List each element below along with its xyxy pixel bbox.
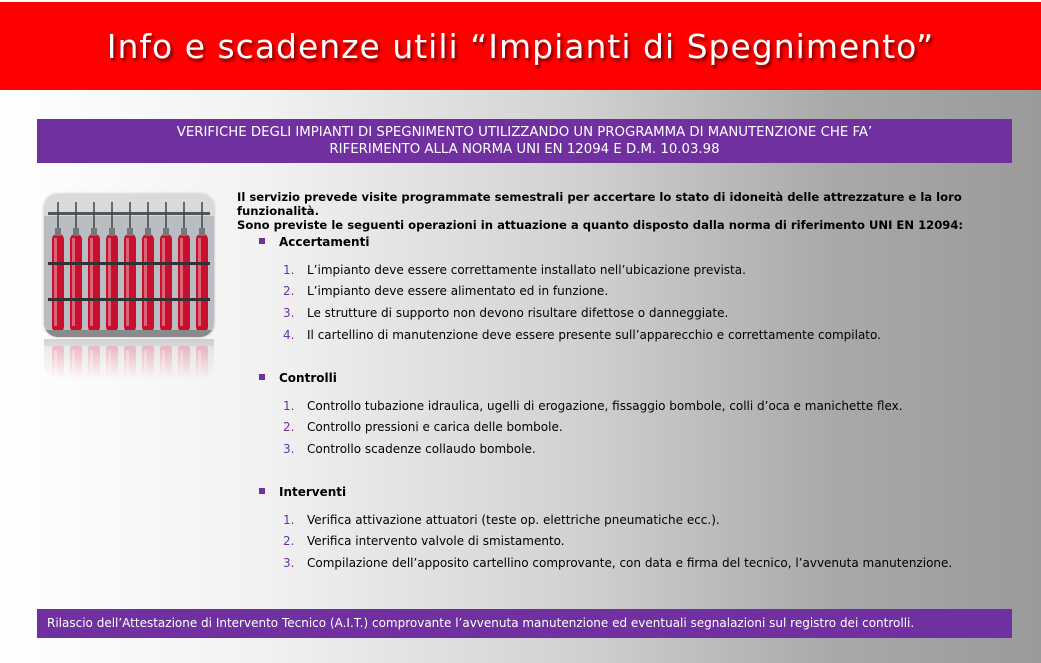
section-accertamenti bbox=[259, 235, 881, 342]
cylinder-valve bbox=[91, 228, 97, 236]
cylinder-body bbox=[196, 234, 208, 332]
fire-cylinders-illustration bbox=[44, 194, 214, 337]
cylinder-body bbox=[70, 234, 82, 332]
cylinder-body bbox=[160, 234, 172, 332]
footer-banner bbox=[37, 609, 1012, 638]
cylinder-valve bbox=[127, 228, 133, 236]
main-content bbox=[237, 190, 1017, 570]
cylinder-highlight bbox=[180, 350, 183, 379]
list-item bbox=[283, 263, 746, 277]
rack-bar bbox=[48, 262, 210, 265]
floor bbox=[44, 339, 214, 346]
list-item-text: Compilazione dell’apposito cartellino comprovante, con data e firma del tecnico, l’avvenuta manutenzione. bbox=[307, 556, 953, 570]
cylinder-body bbox=[106, 234, 118, 332]
list-item-text: L’impianto deve essere alimentato ed in funzione. bbox=[307, 284, 609, 298]
title-bar bbox=[0, 0, 1041, 90]
rack-bar bbox=[48, 298, 210, 301]
section-heading-label: Controlli bbox=[279, 371, 337, 385]
list-item-number: 3. bbox=[283, 442, 295, 456]
section-heading bbox=[259, 371, 337, 385]
list-item-number: 1. bbox=[283, 513, 295, 527]
cylinder-valve bbox=[199, 228, 205, 236]
list-item bbox=[283, 328, 881, 342]
cylinder-body bbox=[124, 234, 136, 332]
square-bullet-icon bbox=[259, 238, 265, 244]
cylinder-body bbox=[52, 344, 64, 379]
list-item-number: 3. bbox=[283, 306, 295, 320]
list-item bbox=[283, 556, 952, 570]
list-item-text: L’impianto deve essere correttamente installato nell’ubicazione prevista. bbox=[307, 263, 746, 277]
list-item-text: Le strutture di supporto non devono risultare difettose o danneggiate. bbox=[307, 306, 729, 320]
square-bullet-icon bbox=[259, 488, 265, 494]
list-item-number: 4. bbox=[283, 328, 295, 342]
list-item-number: 2. bbox=[283, 284, 295, 298]
cylinder-highlight bbox=[144, 350, 147, 379]
cylinder-highlight bbox=[126, 238, 129, 326]
headline-banner bbox=[37, 119, 1012, 163]
cylinder-body bbox=[52, 234, 64, 332]
cylinder-valve bbox=[181, 228, 187, 236]
cylinder-highlight bbox=[198, 238, 201, 326]
cylinder-highlight bbox=[54, 350, 57, 379]
list-item-text: Controllo tubazione idraulica, ugelli di erogazione, fissaggio bombole, colli d’oca e manichette flex. bbox=[307, 399, 903, 413]
cylinder-highlight bbox=[108, 238, 111, 326]
list-item-number: 1. bbox=[283, 399, 295, 413]
footer-text: Rilascio dell’Attestazione di Intervento Tecnico (A.I.T.) comprovante l’avvenuta manutenzione ed eventuali segnalazioni sul registro dei controlli. bbox=[47, 616, 915, 630]
headline-line-2: RIFERIMENTO ALLA NORMA UNI EN 12094 E D.M. 10.03.98 bbox=[329, 142, 720, 157]
fire-cylinders-photo bbox=[44, 194, 214, 337]
list-item-text: Controllo pressioni e carica delle bombole. bbox=[307, 420, 563, 434]
list-item-text: Verifica attivazione attuatori (teste op. elettriche pneumatiche ecc.). bbox=[307, 513, 720, 527]
section-controlli bbox=[259, 371, 903, 456]
section-heading bbox=[259, 485, 346, 499]
cylinder-valve bbox=[55, 228, 61, 236]
cylinder-highlight bbox=[144, 238, 147, 326]
cylinder-body bbox=[142, 344, 154, 379]
cylinder-highlight bbox=[162, 238, 165, 326]
cylinder-highlight bbox=[198, 350, 201, 379]
list-item-text: Il cartellino di manutenzione deve essere presente sull’apparecchio e correttamente compilato. bbox=[307, 328, 881, 342]
photo-block bbox=[44, 194, 214, 384]
cylinder-valve bbox=[73, 228, 79, 236]
list-item bbox=[283, 306, 728, 320]
cylinder-highlight bbox=[162, 350, 165, 379]
list-item bbox=[283, 284, 608, 298]
intro-line-1: Il servizio prevede visite programmate semestrali per accertare lo stato di idoneità delle attrezzature e la loro funzionalità. bbox=[237, 190, 962, 218]
cylinder-body bbox=[124, 344, 136, 379]
list-item-text: Verifica intervento valvole di smistamento. bbox=[307, 534, 565, 548]
list-item bbox=[283, 442, 536, 456]
cylinder-body bbox=[160, 344, 172, 379]
cylinder-body bbox=[88, 234, 100, 332]
cylinder-body bbox=[142, 234, 154, 332]
floor bbox=[44, 330, 214, 337]
cylinder-valve bbox=[109, 228, 115, 236]
cylinder-body bbox=[88, 344, 100, 379]
cylinder-highlight bbox=[90, 238, 93, 326]
fire-cylinders-reflection bbox=[44, 339, 214, 379]
page-title: Info e scadenze utili “Impianti di Spegnimento” bbox=[106, 26, 935, 66]
cylinder-body bbox=[70, 344, 82, 379]
cylinder-body bbox=[106, 344, 118, 379]
list-item bbox=[283, 534, 565, 548]
manifold-pipe bbox=[48, 212, 210, 215]
cylinder-highlight bbox=[72, 350, 75, 379]
section-heading-label: Interventi bbox=[279, 485, 347, 499]
section-heading bbox=[259, 235, 369, 249]
photo-reflection bbox=[44, 339, 214, 379]
intro-text bbox=[237, 190, 1017, 232]
intro-line-2: Sono previste le seguenti operazioni in attuazione a quanto disposto dalla norma di riferimento UNI EN 12094: bbox=[237, 218, 964, 232]
list-item-number: 1. bbox=[283, 263, 295, 277]
section-heading-label: Accertamenti bbox=[279, 235, 370, 249]
headline-line-1: VERIFICHE DEGLI IMPIANTI DI SPEGNIMENTO UTILIZZANDO UN PROGRAMMA DI MANUTENZIONE CHE FA’ bbox=[176, 125, 873, 140]
square-bullet-icon bbox=[259, 374, 265, 380]
cylinder-body bbox=[178, 344, 190, 379]
list-item-number: 2. bbox=[283, 420, 295, 434]
section-interventi bbox=[259, 485, 953, 570]
list-item bbox=[283, 420, 563, 434]
list-item bbox=[283, 513, 720, 527]
cylinder-valve bbox=[145, 228, 151, 236]
cylinder-valve bbox=[163, 228, 169, 236]
cylinder-highlight bbox=[108, 350, 111, 379]
cylinder-highlight bbox=[90, 350, 93, 379]
cylinder-highlight bbox=[126, 350, 129, 379]
cylinder-highlight bbox=[54, 238, 57, 326]
list-item-text: Controllo scadenze collaudo bombole. bbox=[307, 442, 536, 456]
list-item-number: 2. bbox=[283, 534, 295, 548]
cylinder-highlight bbox=[180, 238, 183, 326]
cylinder-body bbox=[196, 344, 208, 379]
cylinder-body bbox=[178, 234, 190, 332]
list-item-number: 3. bbox=[283, 556, 295, 570]
list-item bbox=[283, 399, 903, 413]
cylinder-highlight bbox=[72, 238, 75, 326]
rack-bar bbox=[48, 375, 210, 378]
